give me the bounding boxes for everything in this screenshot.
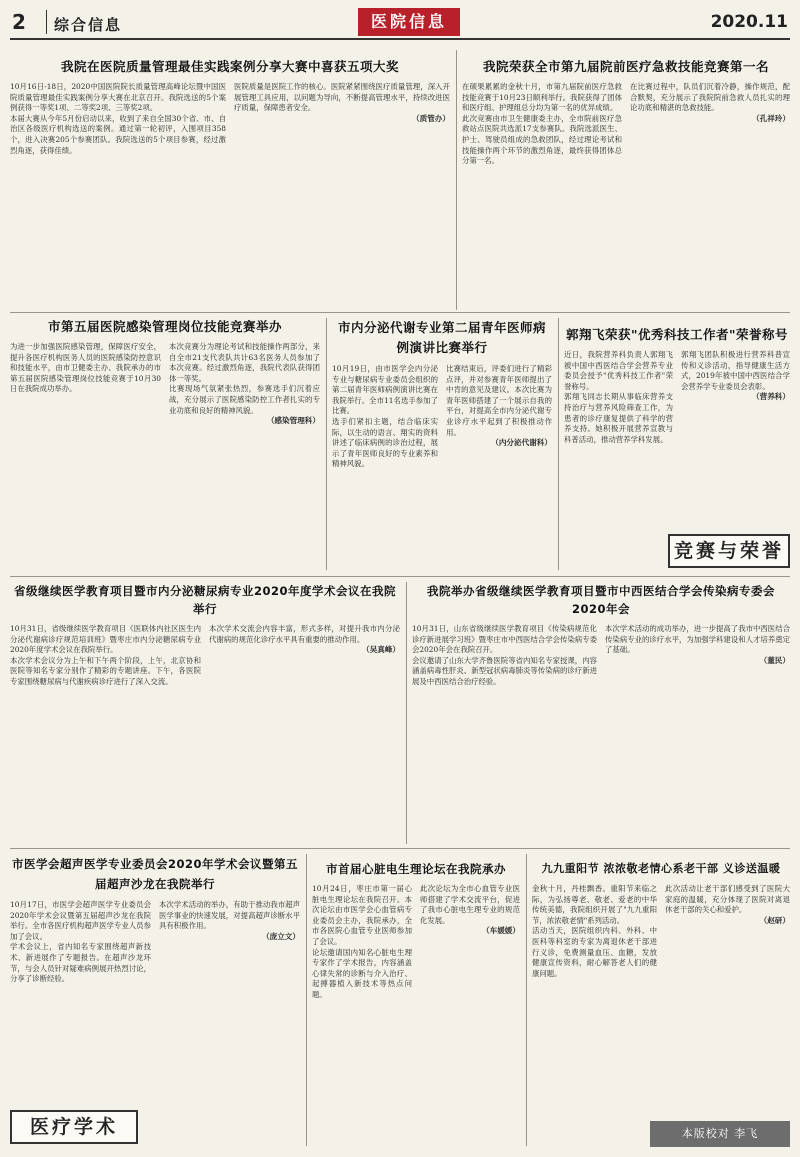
paragraph: 郭翔飞团队积极进行营养科普宣传和义诊活动，指导健康生活方式，2019年被中国中西医结合学会营养学专业委员会表彰。 xyxy=(681,350,790,391)
article-body xyxy=(605,624,790,858)
column-rule xyxy=(406,582,407,844)
headline: 我院在医院质量管理最佳实践案例分享大赛中喜获五项大奖 xyxy=(60,59,399,74)
paragraph: 论坛邀请国内知名心脏电生理专家作了学术报告，内容涵盖心律失常的诊断与介入治疗、起搏器植入新技术等热点问题。 xyxy=(312,947,412,999)
headline: 我院举办省级继续医学教育项目暨市中西医结合学会传染病专委会2020年会 xyxy=(427,584,775,616)
paragraph: 本次学术交流会内容丰富，形式多样，对提升我市内分泌代谢病的规范化诊疗水平具有重要的推动作用。 xyxy=(209,624,400,644)
byline: （孔祥玲） xyxy=(752,113,790,123)
article-body xyxy=(332,364,438,570)
article-body xyxy=(10,624,201,858)
article-endocrine-speech xyxy=(332,318,552,570)
masthead-divider xyxy=(46,10,47,34)
paragraph: 在硕果累累的金秋十月，市第九届院前医疗急救技能竞赛于10月23日顺利举行。我院获得了团体和医疗组、护理组总分均为第一名的优异成绩。 xyxy=(462,82,622,113)
paragraph: 此次活动让老干部们感受到了医院大家庭的温暖，充分体现了医院对离退休老干部的关心和爱护。 xyxy=(665,884,790,915)
paragraph: 活动当天，医院组织内科、外科、中医科等科室的专家为离退休老干部进行义诊，免费测量血压、血糖，发放健康宣传资料，耐心解答老人们的健康问题。 xyxy=(532,926,657,978)
section-name: 综合信息 xyxy=(54,16,123,34)
paragraph: 会议邀请了山东大学齐鲁医院等省内知名专家授课，内容涵盖病毒性肝炎、新型冠状病毒肺炎等传染病的诊疗新进展及中西医结合治疗经验。 xyxy=(412,655,597,686)
headline: 市第五届医院感染管理岗位技能竞赛举办 xyxy=(47,319,282,334)
headline: 市首届心脏电生理论坛在我院承办 xyxy=(326,862,506,876)
paragraph: 此次论坛为全市心血管专业医师搭建了学术交流平台，促进了我市心脏电生理专业的规范化发展。 xyxy=(420,884,520,925)
paragraph: 近日，我院营养科负责人郭翔飞被中国中西医结合学会营养专业委员会授予"优秀科技工作者"荣誉称号。 xyxy=(564,350,673,391)
headline: 九九重阳节 浓浓敬老情心系老干部 义诊送温暖 xyxy=(541,862,781,875)
paragraph: 比赛结束后，评委们进行了精彩点评，并对参赛青年医师提出了中肯的意见及建议。本次比赛为青年医师搭建了一个展示自我的平台，对提高全市内分泌代谢专业诊疗水平起到了积极推动作用。 xyxy=(446,364,552,437)
column-rule xyxy=(558,318,559,570)
article-body xyxy=(312,884,412,1140)
paragraph: 10月16日-18日，2020中国医院院长质量管理高峰论坛暨中国医院质量管理最佳实践案例分享大赛在北京召开。我院选送的5个案例获得一等奖1项、二等奖2项、三等奖2项。 xyxy=(10,82,226,113)
paragraph: 本次学术活动的举办，有助于推动我市超声医学事业的快速发展，对提高超声诊断水平具有积极作用。 xyxy=(159,900,300,931)
article-emergency-contest xyxy=(462,58,790,308)
article-electrophysiology-forum xyxy=(312,854,520,1146)
byline: （感染管理科） xyxy=(266,416,320,426)
paragraph: 郭翔飞同志长期从事临床营养支持治疗与营养风险筛查工作，为患者的诊疗康复提供了科学的营养支持。她积极开展营养宣教与科普活动，推动营养学科发展。 xyxy=(564,392,673,444)
headline: 市医学会超声医学专业委员会2020年学术会议暨第五届超声沙龙在我院举行 xyxy=(11,857,298,891)
byline: （赵研） xyxy=(759,915,790,925)
article-infectious-conference xyxy=(412,582,790,844)
paragraph: 选手们紧扣主题，结合临床实际，以生动的语言、翔实的资料讲述了临床病例的诊治过程，展示了青年医师良好的专业素养和精神风貌。 xyxy=(332,416,438,469)
column-rule xyxy=(326,318,327,570)
section-tag-contest-honor: 竞赛与荣誉 xyxy=(668,534,790,568)
article-body xyxy=(10,342,161,562)
byline: （质管办） xyxy=(412,113,450,123)
byline: （营养科） xyxy=(752,392,790,402)
article-body xyxy=(665,884,790,1106)
headline: 省级继续医学教育项目暨市内分泌糖尿病专业2020年度学术会议在我院举行 xyxy=(13,584,396,616)
article-body xyxy=(10,900,151,1096)
row-rule xyxy=(10,848,790,849)
column-rule xyxy=(456,50,457,310)
byline: （内分泌代谢科） xyxy=(491,438,552,448)
article-endocrine-conference xyxy=(10,582,400,844)
paragraph: 本届大赛从今年5月份启动以来，收到了来自全国30个省、市、自治区各级医疗机构选送的案例。通过第一轮初评，入围项目358个，进入决赛205个参赛团队。我院选送的5个项目参赛，经过激烈角逐，获得佳绩。 xyxy=(10,113,226,155)
paragraph: 本次学术活动的成功举办，进一步提高了我市中西医结合传染病专业的诊疗水平，为加强学科建设和人才培养奠定了基础。 xyxy=(605,624,790,655)
article-body xyxy=(412,624,597,858)
article-body xyxy=(169,342,320,562)
article-quality-award xyxy=(10,58,450,308)
paragraph: 10月24日，枣庄市第一届心脏电生理论坛在我院召开。本次论坛由市医学会心血管病专业委员会主办，我院承办，全市各医院心血管专业医师参加了会议。 xyxy=(312,884,412,946)
paragraph: 为进一步加强医院感染管理，保障医疗安全，提升各医疗机构医务人员的医院感染防控意识和技能水平，由市卫健委主办、我院承办的市第五届医院感染管理岗位技能竞赛于10月30日在我院成功举办。 xyxy=(10,342,161,394)
article-body xyxy=(564,350,673,528)
paragraph: 此次竞赛由市卫生健康委主办，全市院前医疗急救站点医院共选派17支参赛队。我院选派医生、护士、驾驶员组成的急救团队，经过理论考试和技能操作两个环节的激烈角逐，最终获得团体总分第一名。 xyxy=(462,113,622,166)
paragraph: 本次学术会议分为上午和下午两个阶段，上午，北京协和医院等知名专家分别作了精彩的专题讲座。下午，各医院专家围绕糖尿病与代谢疾病诊疗进行了深入交流。 xyxy=(10,655,201,686)
byline: （庞立文） xyxy=(262,931,300,941)
article-nutrition-honor xyxy=(564,318,790,528)
article-body xyxy=(209,624,400,858)
newspaper-logo: 医院信息 xyxy=(358,8,460,36)
article-body xyxy=(462,82,622,304)
article-body xyxy=(420,884,520,1140)
column-rule xyxy=(306,854,307,1146)
proofreader-box: 本版校对 李飞 xyxy=(650,1121,790,1147)
row-rule xyxy=(10,576,790,577)
article-infection-contest xyxy=(10,282,320,572)
article-body xyxy=(681,350,790,528)
byline: （吴真峰） xyxy=(362,645,400,655)
paragraph: 金秋十月，丹桂飘香。重阳节来临之际，为弘扬尊老、敬老、爱老的中华传统美德，我院组织开展了"九九重阳节，浓浓敬老情"系列活动。 xyxy=(532,884,657,925)
article-double-ninth-festival xyxy=(532,854,790,1112)
paragraph: 本次竞赛分为理论考试和技能操作两部分，来自全市21支代表队共计63名医务人员参加了本次竞赛。经过激烈角逐，我院代表队获得团体一等奖。 xyxy=(169,342,320,383)
page-number: 2 xyxy=(12,10,26,34)
paragraph: 医院质量是医院工作的核心。医院紧紧围绕医疗质量管理，深入开展管理工具应用，以问题为导向，不断提高管理水平，持续改进医疗质量，保障患者安全。 xyxy=(234,82,450,113)
headline: 市内分泌代谢专业第二届青年医师病例演讲比赛举行 xyxy=(337,320,546,355)
byline: （车媛媛） xyxy=(482,926,520,936)
issue-date: 2020.11 xyxy=(710,12,788,32)
headline: 郭翔飞荣获"优秀科技工作者"荣誉称号 xyxy=(565,327,789,342)
paragraph: 10月17日，市医学会超声医学专业委员会2020年学术会议暨第五届超声沙龙在我院举行。全市各医疗机构超声医学专业人员参加了会议。 xyxy=(10,900,151,941)
masthead xyxy=(10,6,790,40)
paragraph: 10月31日，省级继续医学教育项目《医联体内社区医生内分泌代谢病诊疗规范培训班》暨枣庄市内分泌糖尿病专业2020年度学术会议在我院举行。 xyxy=(10,624,201,655)
headline: 我院荣获全市第九届院前医疗急救技能竞赛第一名 xyxy=(482,59,769,74)
article-body xyxy=(159,900,300,1096)
paragraph: 比赛现场气氛紧张热烈，参赛选手们沉着应战，充分展示了医院感染防控工作者扎实的专业功底和良好的精神风貌。 xyxy=(169,384,320,415)
byline: （董民） xyxy=(759,655,790,665)
paragraph: 10月19日，由市医学会内分泌专业与糖尿病专业委员会组织的第二届青年医师病例演讲比赛在我院举行。全市11名选手参加了比赛。 xyxy=(332,364,438,416)
paragraph: 10月31日，山东省级继续医学教育项目《传染病规范化诊疗新进展学习班》暨枣庄市中西医结合学会传染病专委会2020年会在我院召开。 xyxy=(412,624,597,655)
article-body xyxy=(532,884,657,1106)
article-body xyxy=(446,364,552,570)
article-body xyxy=(234,82,450,304)
paragraph: 在比赛过程中，队员们沉着冷静，操作规范，配合默契，充分展示了我院院前急救人员扎实的理论功底和精湛的急救技能。 xyxy=(630,82,790,113)
paragraph: 学术会议上，省内知名专家围绕超声新技术、新进展作了专题报告。在超声沙龙环节，与会人员针对疑难病例展开热烈讨论，分享了诊断经验。 xyxy=(10,942,151,984)
article-body xyxy=(10,82,226,304)
article-ultrasound-meeting xyxy=(10,854,300,1116)
column-rule xyxy=(526,854,527,1146)
section-tag-medical-academic: 医疗学术 xyxy=(10,1110,138,1144)
article-body xyxy=(630,82,790,304)
